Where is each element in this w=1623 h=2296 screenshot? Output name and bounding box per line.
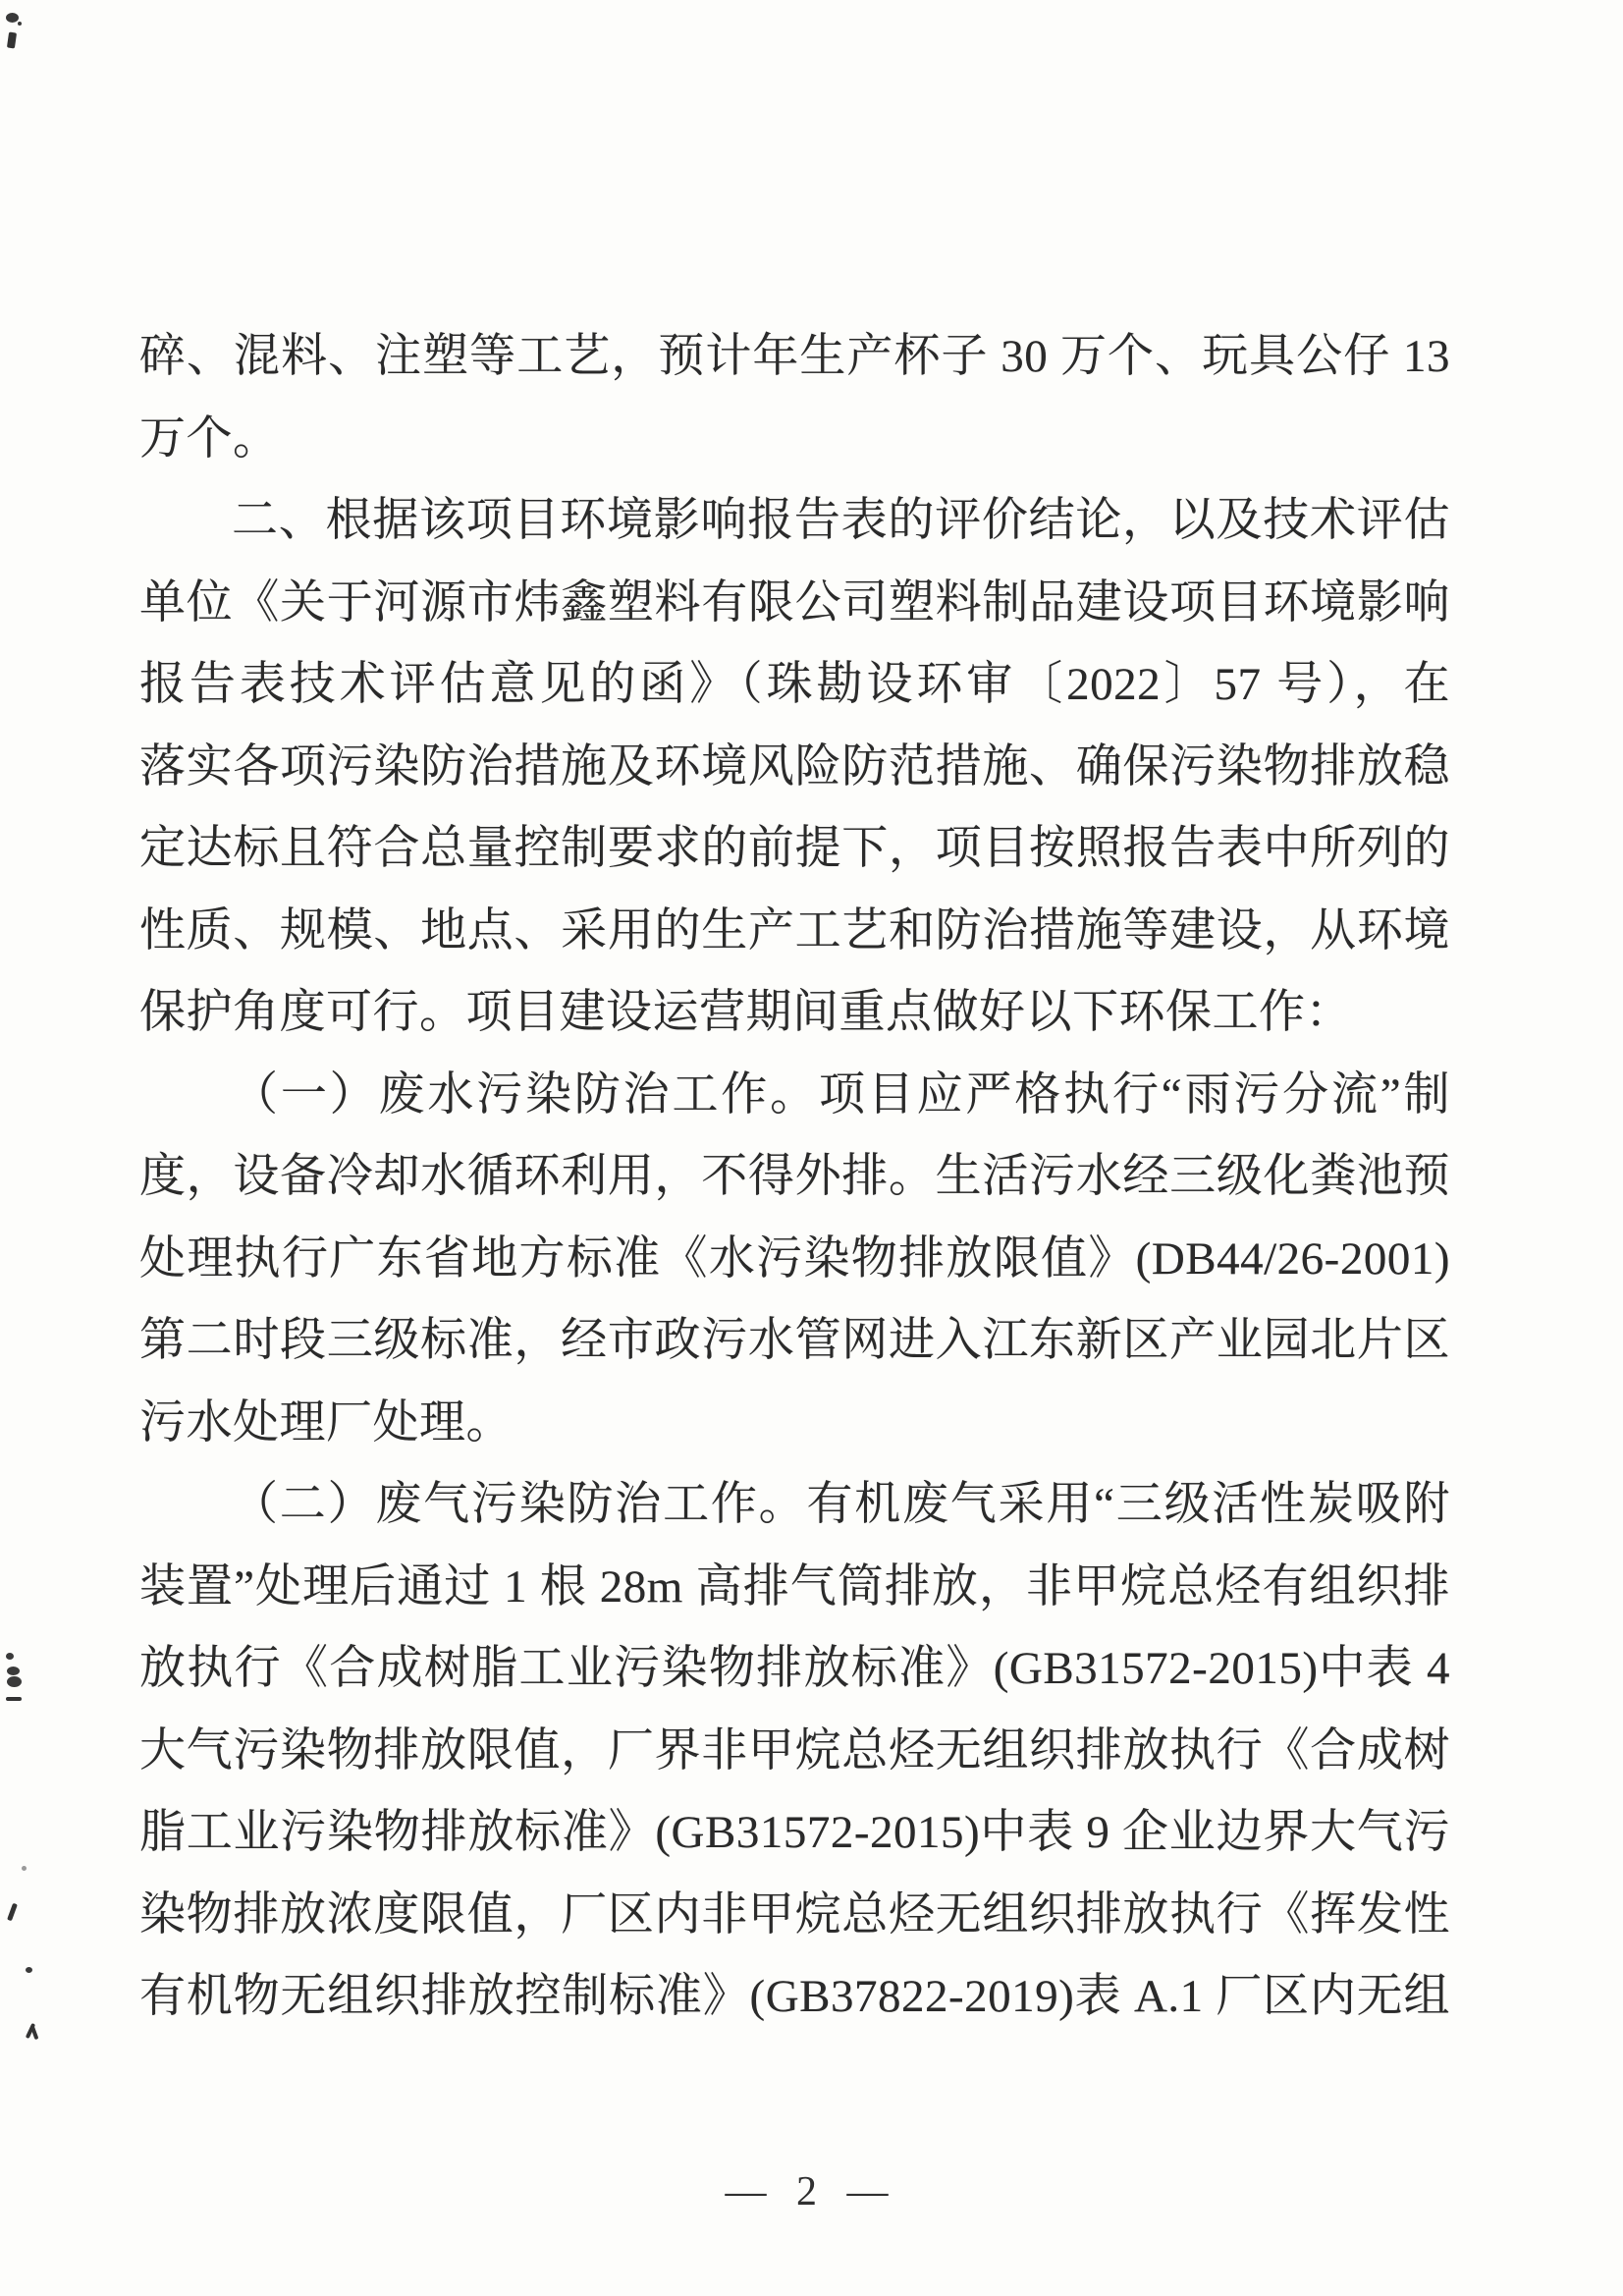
document-line: 保护角度可行。项目建设运营期间重点做好以下环保工作： (139, 987, 1352, 1038)
document-line: 定达标且符合总量控制要求的前提下，项目按照报告表中所列的 (139, 823, 1450, 874)
document-body (139, 316, 1450, 2039)
document-line: 度，设备冷却水循环利用，不得外排。生活污水经三级化粪池预 (139, 1151, 1450, 1202)
document-line: 污水处理厂处理。 (139, 1396, 513, 1449)
ink-speck (22, 1866, 27, 1871)
document-line: 大气污染物排放限值，厂界非甲烷总烃无组织排放执行《合成树 (139, 1724, 1450, 1777)
page-number: — 2 — (725, 2169, 898, 2214)
document-line: 脂工业污染物排放标准》(GB31572-2015)中表 9 企业边界大气污 (139, 1807, 1450, 1858)
document-line: 单位《关于河源市炜鑫塑料有限公司塑料制品建设项目环境影响 (139, 576, 1450, 629)
ink-speck (18, 22, 22, 26)
document-line: 放执行《合成树脂工业污染物排放标准》(GB31572-2015)中表 4 (139, 1643, 1450, 1694)
ink-speck (7, 1676, 22, 1687)
document-line: 报告表技术评估意见的函》（珠勘设环审〔2022〕57 号），在 (139, 659, 1450, 710)
document-line: 性质、规模、地点、采用的生产工艺和防治措施等建设，从环境 (139, 904, 1450, 957)
document-line: 装置”处理后通过 1 根 28m 高排气筒排放，非甲烷总烃有组织排 (139, 1560, 1450, 1613)
ink-speck (26, 1967, 32, 1973)
document-line: （二）废气污染防治工作。有机废气采用“三级活性炭吸附 (232, 1479, 1450, 1530)
ink-speck (6, 13, 19, 23)
document-line: 第二时段三级标准，经市政污水管网进入江东新区产业园北片区 (139, 1315, 1450, 1366)
ink-speck (30, 2025, 39, 2040)
document-line: 有机物无组织排放控制标准》(GB37822-2019)表 A.1 厂区内无组 (139, 1971, 1450, 2022)
document-line: 碎、混料、注塑等工艺，预计年生产杯子 30 万个、玩具公仔 13 (139, 331, 1450, 382)
ink-speck (6, 1697, 22, 1701)
document-line: 二、根据该项目环境影响报告表的评价结论，以及技术评估 (232, 495, 1450, 546)
document-line: 染物排放浓度限值，厂区内非甲烷总烃无组织排放执行《挥发性 (139, 1888, 1450, 1941)
ink-speck (7, 32, 17, 49)
document-line: 处理执行广东省地方标准《水污染物排放限值》(DB44/26-2001) (139, 1232, 1450, 1285)
ink-speck (7, 1903, 18, 1922)
ink-speck (7, 1667, 20, 1675)
ink-speck (6, 1653, 14, 1660)
document-line: （一）废水污染防治工作。项目应严格执行“雨污分流”制 (232, 1068, 1450, 1121)
document-line: 落实各项污染防治措施及环境风险防范措施、确保污染物排放稳 (139, 740, 1450, 793)
document-line: 万个。 (139, 412, 280, 465)
